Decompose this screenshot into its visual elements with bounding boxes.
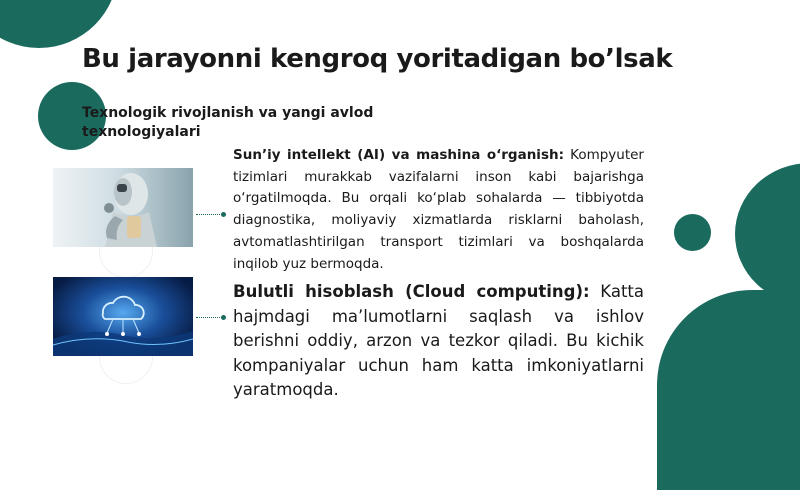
- cloud-body: Katta hajmdagi ma’lumotlarni saqlash va ishlov berishni oddiy, arzon va tezkor qiladi. Bu kichik kompaniyalar uchun ham katta imkoniyatlarni yaratmoqda.: [233, 282, 644, 400]
- decor-shape-bottom-right: [657, 290, 800, 490]
- cloud-heading: Bulutli hisoblash (Cloud computing):: [233, 282, 590, 301]
- decor-circle-small: [674, 214, 711, 251]
- ai-description: [233, 145, 644, 275]
- slide-subtitle: Texnologik rivojlanish va yangi avlod texnologiyalari: [82, 105, 374, 140]
- slide-title: Bu jarayonni kengroq yoritadigan bo’lsak: [82, 44, 673, 74]
- cloud-description: [233, 280, 644, 403]
- ai-body: Kompyuter tizimlari murakkab vazifalarni inson kabi bajarishga o‘rgatilmoqda. Bu orqali ko‘plab sohalarda — tibbiyotda diagnostika, moliyaviy xizmatlarda risklarni baholash, avtomatlashtirilgan transport tizimlari va boshqalarda inqilob yuz bermoqda.: [233, 147, 644, 272]
- connector-line: [196, 317, 222, 318]
- connector-dot: [221, 315, 226, 320]
- cloud-network-image: [53, 277, 193, 356]
- connector-line: [196, 214, 222, 215]
- robot-thinker-image: [53, 168, 193, 247]
- connector-dot: [221, 212, 226, 217]
- decor-circle-top-left: [0, 0, 118, 48]
- ai-heading: Sun’iy intellekt (AI) va mashina o‘rganish:: [233, 147, 564, 163]
- decor-circle-right: [735, 163, 800, 305]
